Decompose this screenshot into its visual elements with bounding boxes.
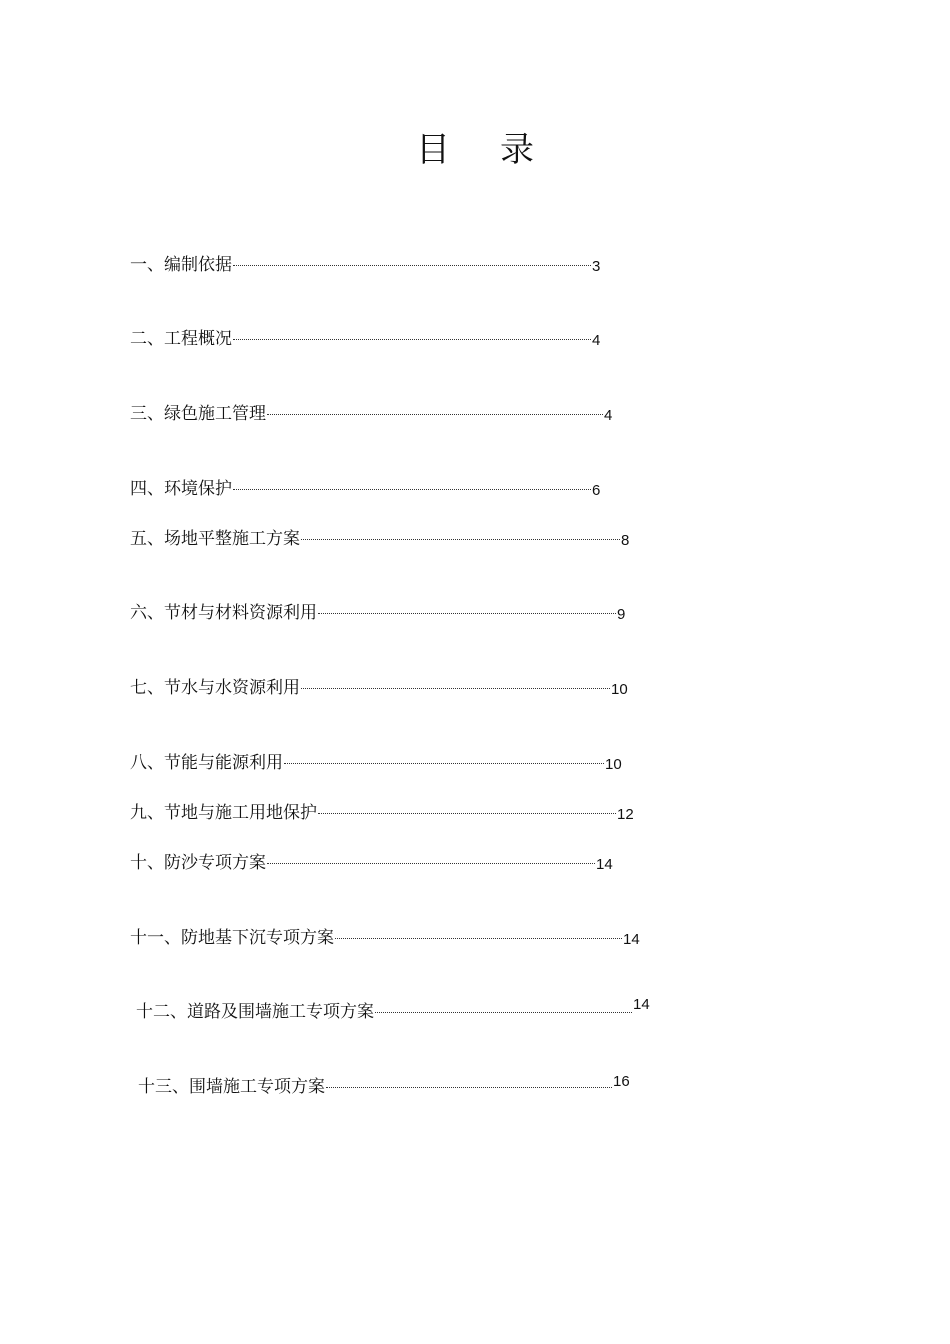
toc-entry xyxy=(130,850,650,876)
toc-entry-label: 九、节地与施工用地保护 xyxy=(130,803,317,823)
toc-leader xyxy=(301,539,620,540)
toc-entry-page: 14 xyxy=(633,999,650,1013)
toc-entry-page: 14 xyxy=(623,931,640,948)
toc-entry-page: 16 xyxy=(613,1074,630,1090)
toc-entry-label: 五、场地平整施工方案 xyxy=(130,529,300,549)
toc-entry-label: 一、编制依据 xyxy=(130,255,232,275)
toc-entry-page: 8 xyxy=(621,532,630,549)
toc-entry-label: 二、工程概况 xyxy=(130,329,232,349)
toc-entry-page: 14 xyxy=(596,856,613,873)
toc-entry-label: 十三、围墙施工专项方案 xyxy=(138,1077,325,1097)
toc-entry xyxy=(130,326,610,352)
toc-leader xyxy=(326,1087,612,1088)
toc-entry-page: 4 xyxy=(592,332,601,349)
toc-entry-label: 十一、防地基下沉专项方案 xyxy=(130,928,334,948)
toc-entry-label: 十二、道路及围墙施工专项方案 xyxy=(136,1002,374,1022)
toc-leader xyxy=(301,688,610,689)
toc-leader xyxy=(284,763,604,764)
toc-entry-page: 3 xyxy=(592,258,601,275)
title-char-2: 录 xyxy=(500,130,534,170)
toc-entry xyxy=(130,750,650,776)
toc-entry-label: 十、防沙专项方案 xyxy=(130,853,266,873)
toc-entry-page: 4 xyxy=(604,407,613,424)
toc-entry-label: 三、绿色施工管理 xyxy=(130,404,266,424)
page-title xyxy=(0,128,950,172)
toc-leader xyxy=(267,414,603,415)
toc-entry-label: 四、环境保护 xyxy=(130,479,232,499)
toc-entry-page: 12 xyxy=(617,806,634,823)
toc-leader xyxy=(318,813,616,814)
toc-entry-page: 10 xyxy=(605,756,622,773)
toc-entry xyxy=(130,526,640,552)
toc-entry-label: 七、节水与水资源利用 xyxy=(130,678,300,698)
toc-entry xyxy=(130,476,610,502)
toc-leader xyxy=(375,1012,632,1013)
toc-entry xyxy=(130,252,610,278)
toc-entry xyxy=(136,999,676,1025)
toc-leader xyxy=(335,938,622,939)
toc-entry-page: 6 xyxy=(592,482,601,499)
toc-leader xyxy=(267,863,595,864)
toc-entry xyxy=(130,600,640,626)
toc-leader xyxy=(233,489,591,490)
toc-entry xyxy=(130,800,660,826)
toc-entry xyxy=(130,401,625,427)
toc-entry-label: 八、节能与能源利用 xyxy=(130,753,283,773)
title-char-1: 目 xyxy=(416,130,450,170)
toc-entry-page: 9 xyxy=(617,606,626,623)
toc-entry-label: 六、节材与材料资源利用 xyxy=(130,603,317,623)
toc-leader xyxy=(233,265,591,266)
toc-entry xyxy=(130,675,650,701)
toc-entry xyxy=(138,1074,658,1100)
toc-leader xyxy=(318,613,616,614)
toc-entry-page: 10 xyxy=(611,681,628,698)
toc-entry xyxy=(130,925,660,951)
toc-leader xyxy=(233,339,591,340)
